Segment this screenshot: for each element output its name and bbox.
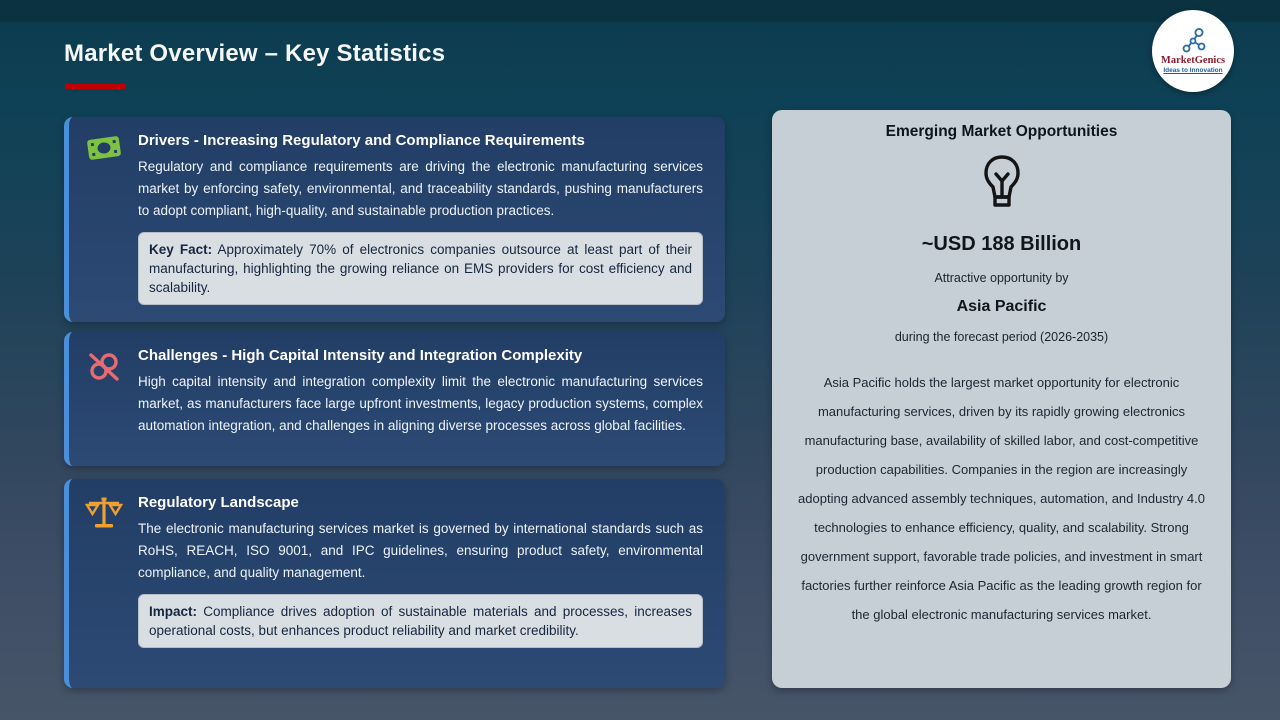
- opportunity-subtitle: Attractive opportunity by: [934, 271, 1069, 285]
- card-regulatory-body: The electronic manufacturing services market is governed by international standards such as RoHS, REACH, ISO 9001, and IPC guidelines, ensuring product safety, environmental compliance, and quality management.: [138, 521, 703, 580]
- opportunity-panel-title: Emerging Market Opportunities: [885, 123, 1118, 140]
- impact-box: [138, 594, 703, 648]
- logo: [1152, 10, 1234, 92]
- card-challenges: [64, 332, 725, 466]
- molecule-icon: [1178, 27, 1208, 54]
- impact-text: Compliance drives adoption of sustainable materials and processes, increases operational costs, but enhances product reliability and market credibility.: [149, 604, 692, 638]
- opportunity-period: during the forecast period (2026-2035): [894, 330, 1109, 344]
- scale-icon: [85, 496, 123, 532]
- logo-tagline: Ideas to Innovation: [1163, 67, 1223, 74]
- title-underline: [65, 84, 126, 89]
- card-drivers: [64, 117, 725, 322]
- card-drivers-title: Drivers - Increasing Regulatory and Compliance Requirements: [138, 132, 585, 149]
- opportunity-description: Asia Pacific holds the largest market opportunity for electronic manufacturing services, driven by its rapidly growing electronics manufacturing base, availability of skilled labor, and cost-competitive production capabilities. Companies in the region are increasingly adopting advanced assembly techniques, automation, and Industry 4.0 technologies to enhance efficiency, quality, and scalability. Strong government support, favorable trade policies, and investment in smart factories further reinforce Asia Pacific as the leading growth region for the global electronic manufacturing services market.: [798, 375, 1205, 622]
- key-fact-text: Approximately 70% of electronics companies outsource at least part of their manufacturing, highlighting the growing reliance on EMS providers for cost efficiency and scalability.: [149, 242, 692, 295]
- lightbulb-icon: [979, 154, 1025, 212]
- key-fact-label: Key Fact:: [149, 242, 213, 257]
- opportunity-panel: [772, 110, 1231, 688]
- card-challenges-title: Challenges - High Capital Intensity and Integration Complexity: [138, 347, 583, 364]
- opportunity-value: ~USD 188 Billion: [921, 233, 1082, 255]
- impact-label: Impact:: [149, 604, 198, 619]
- top-strip: [0, 0, 1280, 22]
- page-title: Market Overview – Key Statistics: [64, 40, 446, 67]
- card-challenges-body: High capital intensity and integration complexity limit the electronic manufacturing services market, as manufacturers face large upfront investments, legacy production systems, complex automation integration, and challenges in aligning diverse processes across global facilities.: [138, 374, 703, 433]
- money-icon: [85, 134, 123, 162]
- key-fact-box: [138, 232, 703, 305]
- card-regulatory: [64, 479, 725, 688]
- card-regulatory-title: Regulatory Landscape: [138, 494, 299, 511]
- card-drivers-body: Regulatory and compliance requirements are driving the electronic manufacturing services market by enforcing safety, environmental, and traceability standards, pushing manufacturers to adopt compliant, high-quality, and sustainable production practices.: [138, 159, 703, 218]
- logo-name: MarketGenics: [1160, 55, 1226, 66]
- opportunity-region: Asia Pacific: [956, 298, 1047, 315]
- unlink-icon: [86, 349, 122, 385]
